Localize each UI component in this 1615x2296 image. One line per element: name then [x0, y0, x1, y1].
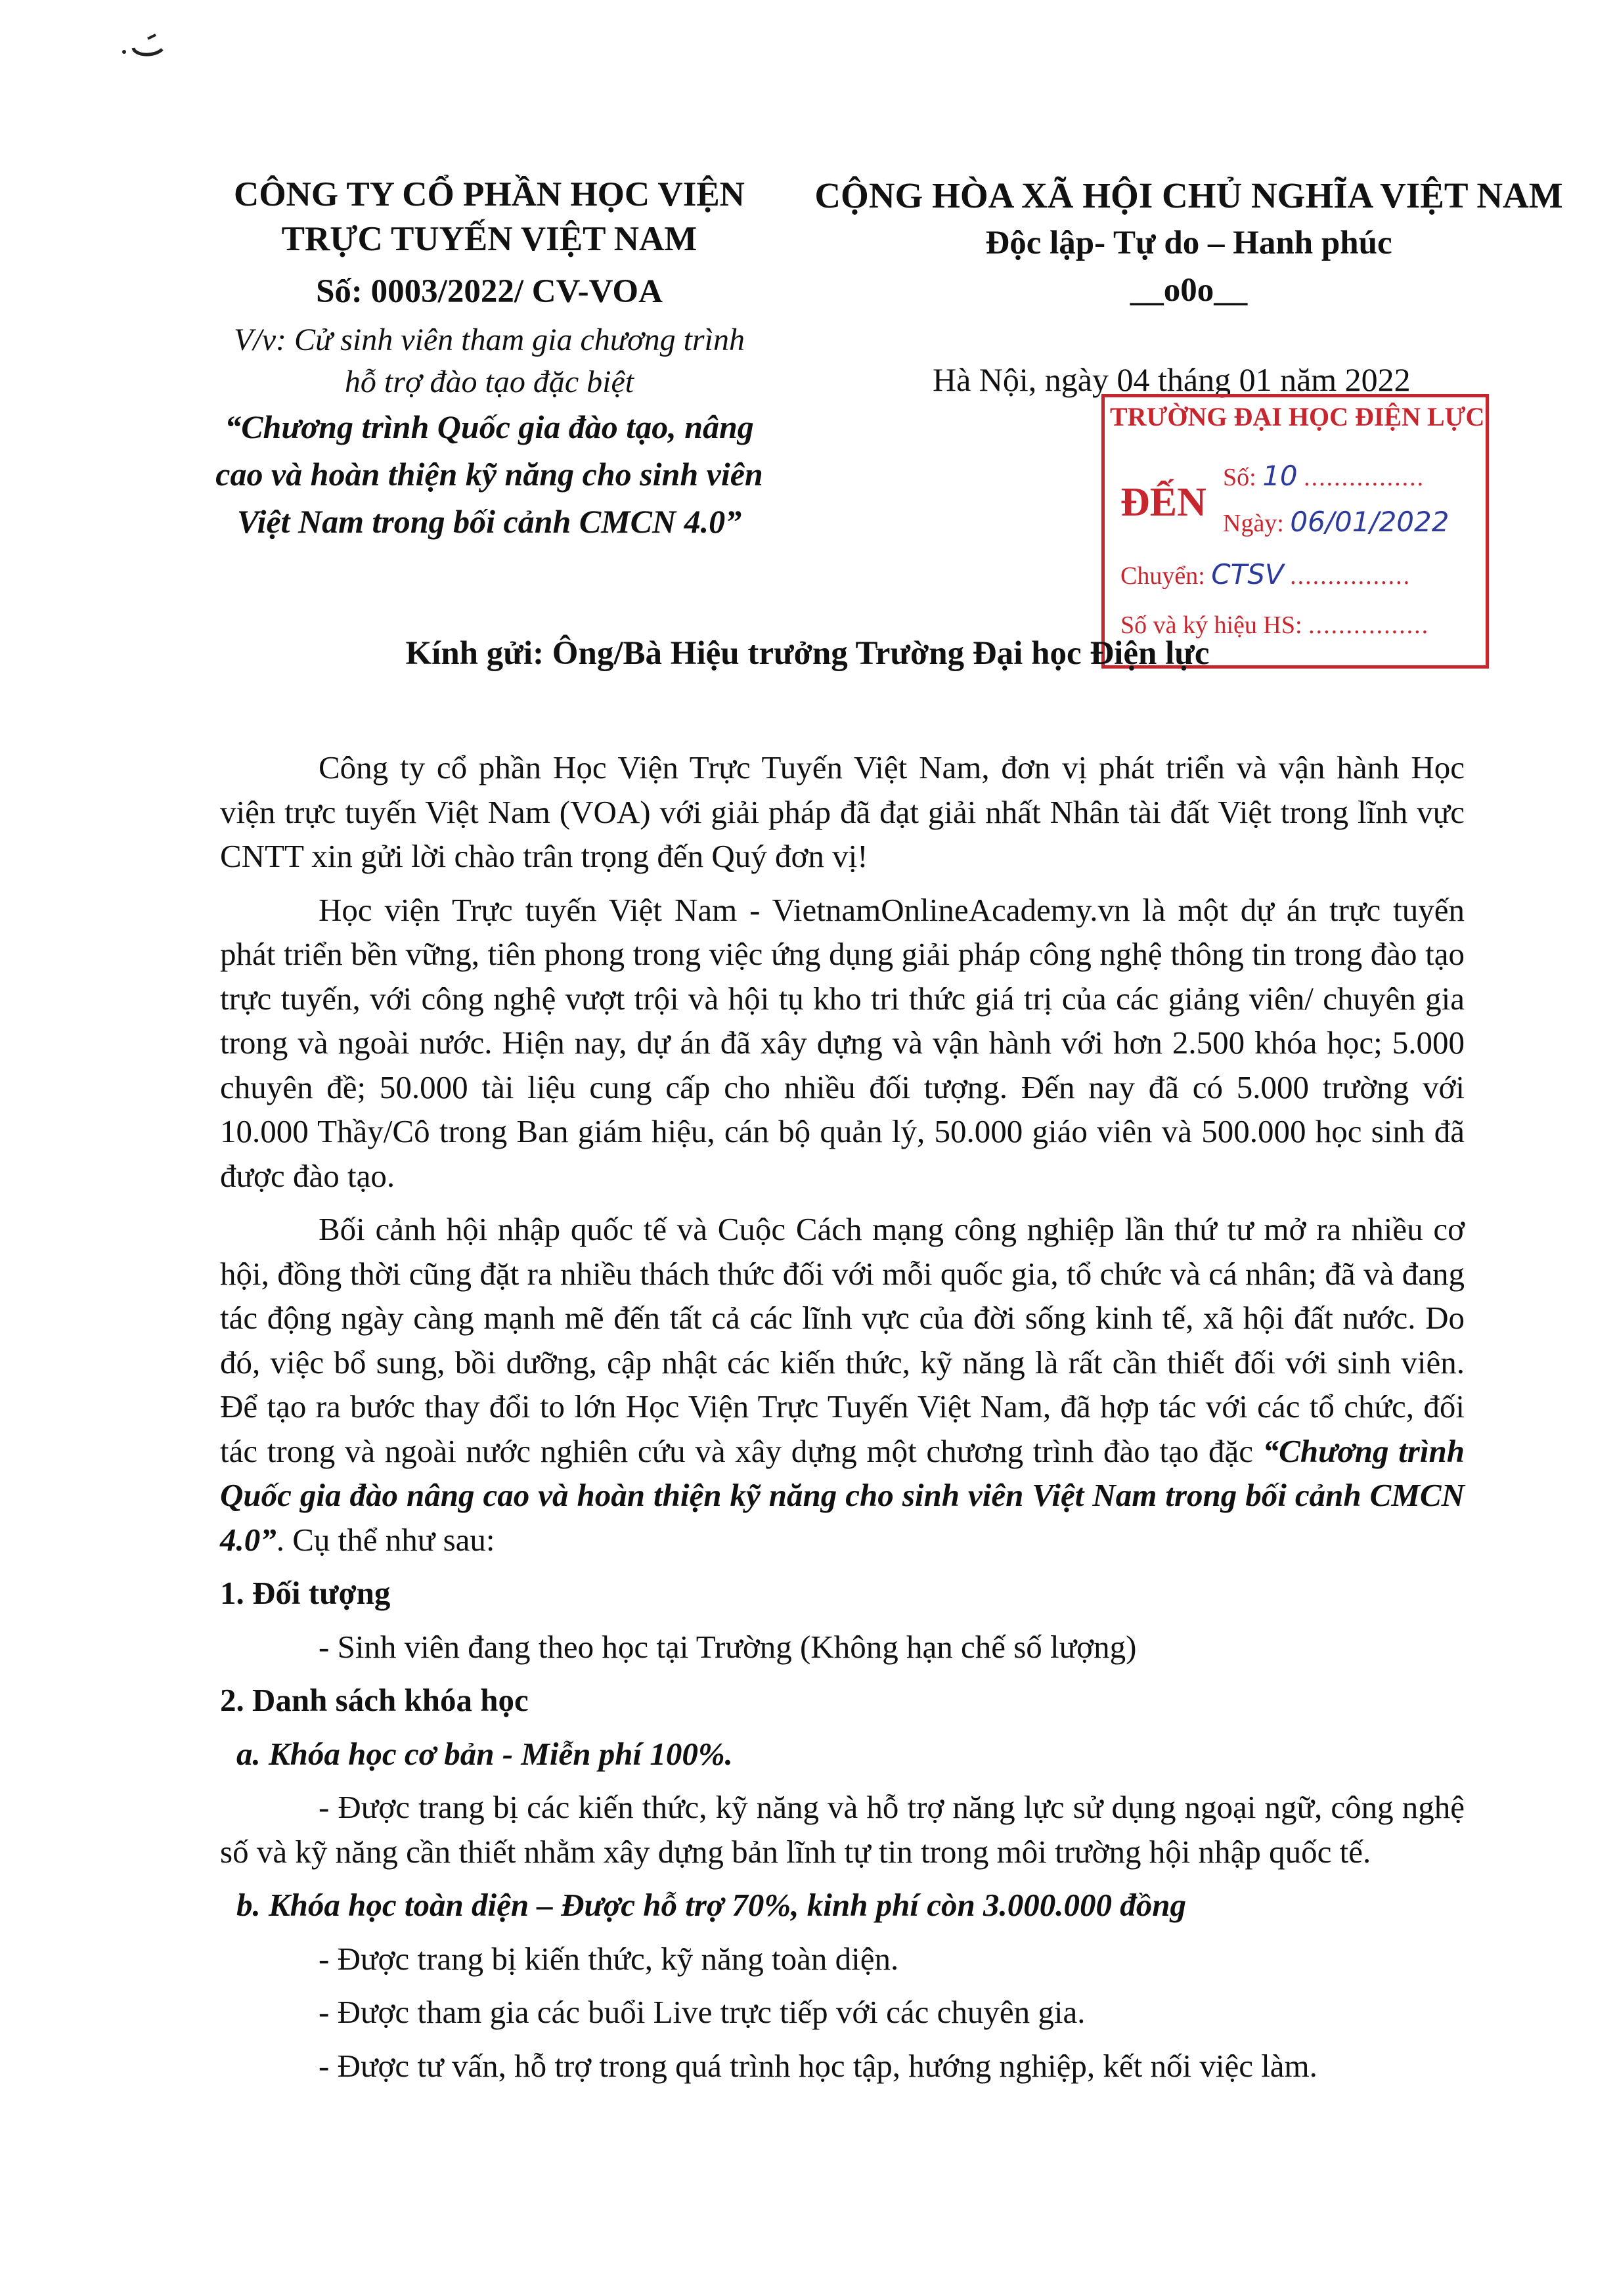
section-2b-item-3: - Được tư vấn, hỗ trợ trong quá trình học tập, hướng nghiệp, kết nối việc làm. [319, 2047, 1317, 2084]
section-2b-heading: b. Khóa học toàn diện – Được hỗ trợ 70%, kinh phí còn 3.000.000 đồng [236, 1887, 1186, 1923]
stamp-hs-dots: ................ [1308, 611, 1430, 639]
section-2b-item-1: - Được trang bị kiến thức, kỹ năng toàn diện. [319, 1940, 899, 1977]
stamp-ngay-row [1223, 506, 1449, 538]
section-2a-heading: a. Khóa học cơ bản - Miễn phí 100%. [236, 1735, 733, 1772]
program-line3: Việt Nam trong bối cảnh CMCN 4.0” [236, 503, 742, 540]
scan-mark-icon [122, 30, 167, 62]
received-stamp [1101, 394, 1489, 669]
subject-line2: hỗ trợ đào tạo đặc biệt [344, 364, 634, 399]
stamp-so-value: 10 [1262, 460, 1298, 492]
paragraph-context [220, 1207, 1465, 1562]
stamp-chuyen-dots: ................ [1290, 562, 1411, 590]
separator: __o0o__ [1130, 272, 1248, 309]
greeting: Kính gửi: Ông/Bà Hiệu trưởng Trường Đại học Điện lực [405, 635, 1210, 672]
context-tail: . Cụ thể như sau: [276, 1521, 495, 1558]
context-text: Bối cảnh hội nhập quốc tế và Cuộc Cách mạng công nghiệp lần thứ tư mở ra nhiều cơ hội, đồng thời cũng đặt ra nhiều thách thức đối với mỗi quốc gia, tổ chức và cá nhân; đã và đang tác động ngày càng mạnh mẽ đến tất cả các lĩnh vực của đời sống kinh tế, xã hội đất nước. Do đó, việc bổ sung, bồi dưỡng, cập nhật các kiến thức, kỹ năng là rất cần thiết đối với sinh viên. Để tạo ra bước thay đổi to lớn Học Viện Trực Tuyến Việt Nam, đã hợp tác với các tổ chức, đối tác trong và ngoài nước nghiên cứu và xây dựng một chương trình đào tạo đặc [220, 1211, 1465, 1469]
section-2-heading: 2. Danh sách khóa học [220, 1682, 529, 1718]
motto: Độc lập- Tự do – Hanh phúc [985, 225, 1392, 261]
stamp-chuyen-row [1120, 558, 1411, 590]
stamp-den: ĐẾN [1120, 480, 1206, 525]
section-2b-item-2: - Được tham gia các buổi Live trực tiếp với các chuyên gia. [319, 1994, 1086, 2030]
stamp-chuyen-value: CTSV [1211, 558, 1284, 590]
stamp-chuyen-label: Chuyển: [1120, 562, 1205, 590]
stamp-ngay-label: Ngày: [1223, 510, 1284, 537]
stamp-title: TRƯỜNG ĐẠI HỌC ĐIỆN LỰC [1110, 402, 1485, 431]
header-left [171, 172, 808, 545]
dateline: Hà Nội, ngày 04 tháng 01 năm 2022 [933, 361, 1411, 398]
stamp-so-dots: ................ [1304, 464, 1425, 491]
program-line1: “Chương trình Quốc gia đào tạo, nâng [225, 408, 754, 445]
document-number: Số: 0003/2022/ CV-VOA [316, 273, 663, 310]
stamp-so-row [1223, 460, 1425, 492]
section-1-heading: 1. Đối tượng [220, 1575, 391, 1611]
section-2a-item: - Được trang bị các kiến thức, kỹ năng và hỗ trợ năng lực sử dụng ngoại ngữ, công nghệ số và kỹ năng cần thiết nhằm xây dựng bản lĩnh tự tin trong môi trường hội nhập quốc tế. [220, 1789, 1465, 1870]
nation-title: CỘNG HÒA XÃ HỘI CHỦ NGHĨA VIỆT NAM [814, 175, 1563, 215]
stamp-hs-label: Số và ký hiệu HS: [1120, 611, 1302, 639]
org-name-line2: TRỰC TUYẾN VIỆT NAM [281, 220, 697, 258]
subject-line1: V/v: Cử sinh viên tham gia chương trình [234, 322, 745, 357]
section-1-item: - Sinh viên đang theo học tại Trường (Không hạn chế số lượng) [319, 1628, 1137, 1665]
header-right [808, 172, 1570, 401]
org-name-line1: CÔNG TY CỔ PHẦN HỌC VIỆN [234, 175, 745, 213]
letter-body [220, 745, 1465, 2097]
stamp-ngay-value: 06/01/2022 [1290, 506, 1449, 538]
paragraph-about: Học viện Trực tuyến Việt Nam - VietnamOnlineAcademy.vn là một dự án trực tuyến phát triển bền vững, tiên phong trong việc ứng dụng giải pháp công nghệ thông tin trong đào tạo trực tuyến, với công nghệ vượt trội và hội tụ kho tri thức giá trị của các giảng viên/ chuyên gia trong và ngoài nước. Hiện nay, dự án đã xây dựng và vận hành với hơn 2.500 khóa học; 5.000 chuyên đề; 50.000 tài liệu cung cấp cho nhiều đối tượng. Đến nay đã có 5.000 trường với 10.000 Thầy/Cô trong Ban giám hiệu, cán bộ quản lý, 50.000 giáo viên và 500.000 học sinh đã được đào tạo. [220, 891, 1465, 1194]
program-line2: cao và hoàn thiện kỹ năng cho sinh viên [215, 456, 763, 493]
program-name: “Chương trình Quốc gia đào nâng cao và hoàn thiện kỹ năng cho sinh viên Việt Nam trong bối cảnh CMCN 4.0” [220, 1432, 1465, 1558]
paragraph-intro: Công ty cổ phần Học Viện Trực Tuyến Việt Nam, đơn vị phát triển và vận hành Học viện trực tuyến Việt Nam (VOA) với giải pháp đã đạt giải nhất Nhân tài đất Việt trong lĩnh vực CNTT xin gửi lời chào trân trọng đến Quý đơn vị! [220, 749, 1465, 874]
stamp-so-label: Số: [1223, 464, 1256, 491]
